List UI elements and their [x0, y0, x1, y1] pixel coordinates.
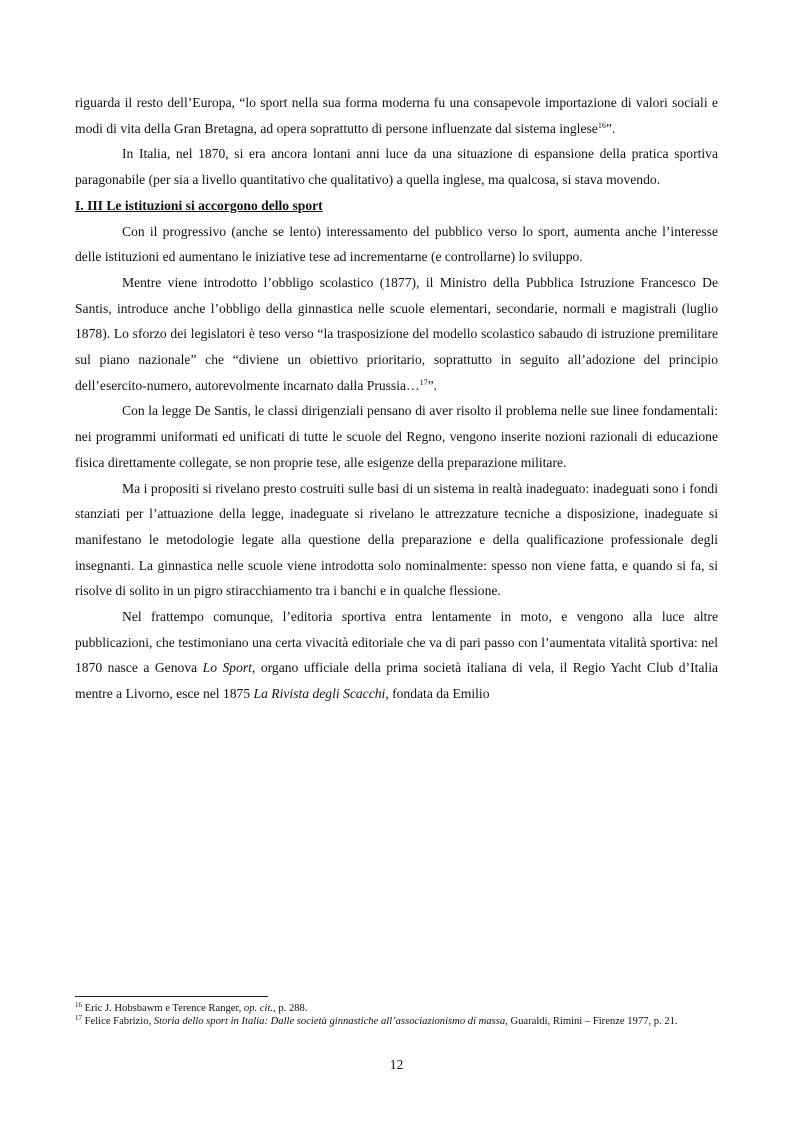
- title-lo-sport: Lo Sport: [202, 660, 252, 676]
- footnote-17: $^{17}$ Felice Fabrizio, Storia dello sport in Italia: Dalle società ginnastiche all’associazionismo di massa, Guaraldi, Rimini – Firenze 1977, p. 21.: [75, 1014, 678, 1027]
- footnotes: [75, 1002, 718, 1028]
- body-text: [75, 90, 718, 707]
- title-rivista-scacchi: La Rivista degli Scacchi: [253, 686, 386, 702]
- paragraph-1: riguarda il resto dell’Europa, “lo sport nella sua forma moderna fu una consapevole importazione di valori sociali e modi di vita della Gran Bretagna, ad opera soprattutto di persone influenzate dal sistema inglese$^{16}$”.: [75, 95, 718, 136]
- section-heading: I. III Le istituzioni si accorgono dello sport: [75, 197, 323, 213]
- footnote-ref-16: 16: [597, 120, 606, 130]
- page-number: 12: [389, 1057, 404, 1072]
- paragraph-2: In Italia, nel 1870, si era ancora lontani anni luce da una situazione di espansione della pratica sportiva paragonabile (per sia a livello quantitativo che qualitativo) a quella inglese, ma qualcosa, si stava movendo.: [75, 146, 718, 188]
- paragraph-6: Ma i propositi si rivelano presto costruiti sulle basi di un sistema in realtà inadeguato: inadeguati sono i fondi stanziati per l’attuazione della legge, inadeguate si rivelano le attrezzature tecniche a disposizione, inadeguate si manifestano le metodologie legate alla questione della preparazione e della qualificazione professionale degli insegnanti. La ginnastica nelle scuole viene introdotta solo nominalmente: spesso non viene fatta, e quando si fa, si risolve di solito in un pigro stiracchiamento tra i banchi e in qualche flessione.: [75, 480, 718, 599]
- footnote-16: $^{16}$ Eric J. Hobsbawm e Terence Ranger, op. cit., p. 288.: [75, 1001, 308, 1014]
- paragraph-4: Mentre viene introdotto l’obbligo scolastico (1877), il Ministro della Pubblica Istruzione Francesco De Santis, introduce anche l’obbligo della ginnastica nelle scuole elementari, secondarie, normali e magistrali (luglio 1878). Lo sforzo dei legislatori è teso verso “la trasposizione del modello scolastico sabaudo di istruzione premilitare sul piano nazionale” che “diviene un obiettivo prioritario, soprattutto in seguito all’adozione del principio dell’esercito-numero, autorevolmente incarnato dalla Prussia…$^{17}$”.: [75, 274, 718, 393]
- paragraph-3: Con il progressivo (anche se lento) interessamento del pubblico verso lo sport, aumenta anche l’interesse delle istituzioni ed aumentano le iniziative tese ad incrementarne (e controllarne) lo sviluppo.: [75, 223, 718, 265]
- paragraph-7: Nel frattempo comunque, l’editoria sportiva entra lentamente in moto, e vengono alla luce altre pubblicazioni, che testimoniano una certa vivacità editoriale che va di pari passo con l’aumentata vitalità sportiva: nel 1870 nasce a Genova Lo Sport, organo ufficiale della prima società italiana di vela, il Regio Yacht Club d’Italia mentre a Livorno, esce nel 1875 La Rivista degli Scacchi, fondata da Emilio: [75, 609, 719, 702]
- footnote-ref-17: 17: [419, 377, 428, 387]
- footnote-separator: [75, 996, 268, 997]
- paragraph-5: Con la legge De Santis, le classi dirigenziali pensano di aver risolto il problema nelle sue linee fondamentali: nei programmi uniformati ed unificati di tutte le scuole del Regno, vengono inserite nozioni razionali di educazione fisica direttamente collegate, se non proprie tese, alle esigenze della preparazione militare.: [75, 403, 718, 470]
